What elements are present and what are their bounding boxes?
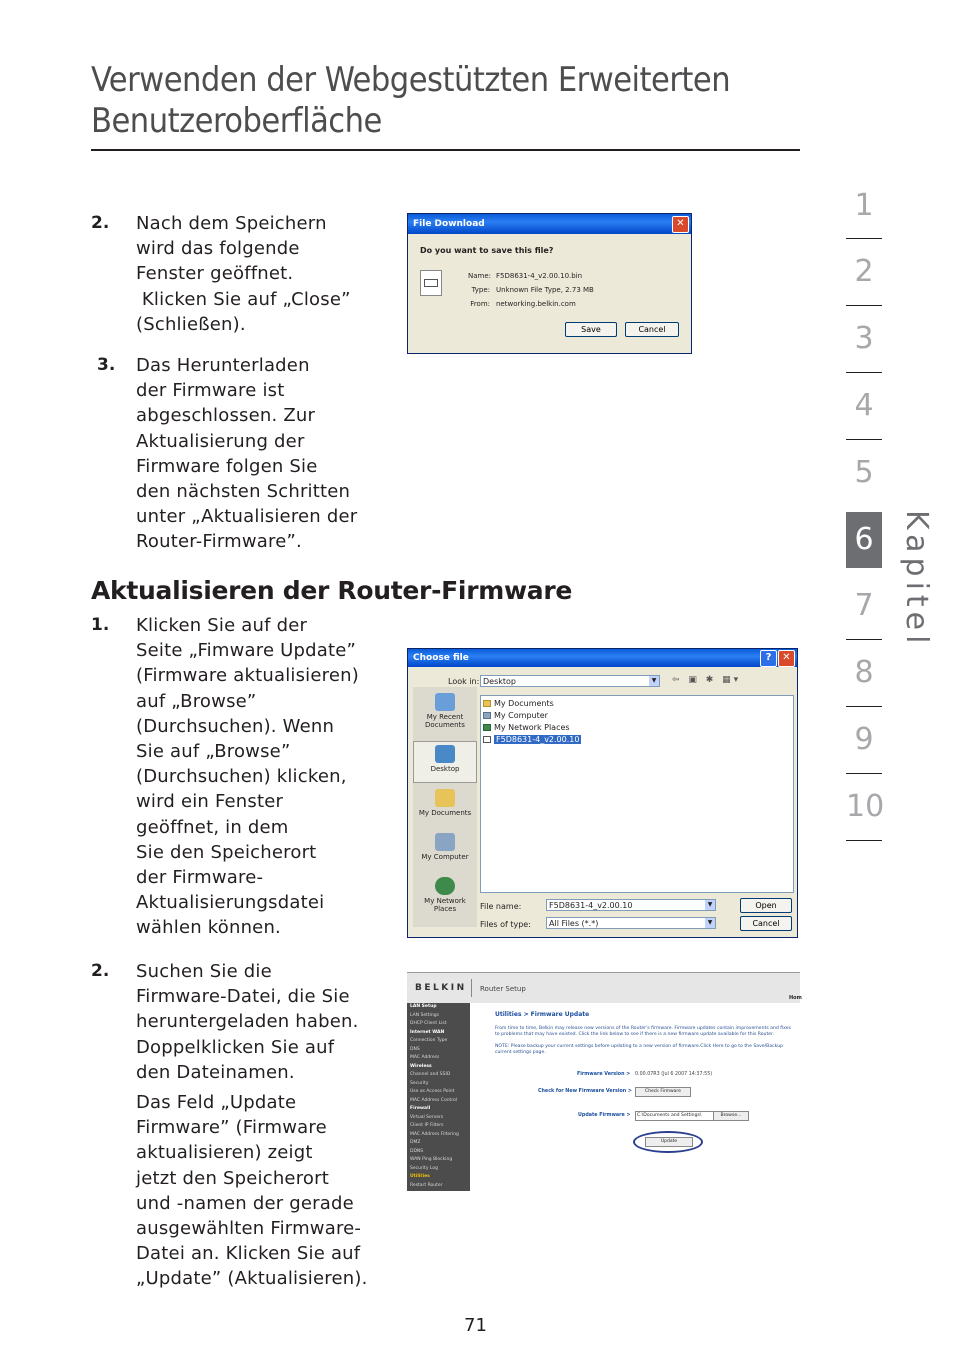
dialog-titlebar (408, 649, 797, 667)
step-line: unter „Aktualisieren der (136, 506, 358, 528)
step-line: (Durchsuchen) klicken, (136, 766, 347, 788)
place-label: My Documents (418, 809, 472, 817)
dialog-title: Choose file (413, 653, 469, 663)
step-text (136, 211, 388, 337)
chapter-divider (846, 372, 882, 373)
computer-icon (483, 712, 491, 719)
chevron-down-icon: ▼ (649, 676, 659, 686)
network-icon (483, 724, 491, 731)
fw-version-value: 0.00.07R3 (Jul 6 2007 14:37:55) (635, 1072, 713, 1077)
step-number: 2. (91, 213, 110, 233)
step-line: „Update” (Aktualisieren). (136, 1268, 368, 1290)
section-heading: Aktualisieren der Router-Firmware (91, 576, 573, 605)
list-item-selected[interactable] (483, 734, 581, 745)
from-label: From: (470, 300, 490, 308)
router-intro: From time to time, Belkin may release new versions of the Router's firmware. Firmware updates contain improvements and fixes to problems that may have existed. Click the link below to see if there is a new firmware update available for this Router. (495, 1026, 791, 1037)
step-line: wählen können. (136, 917, 281, 939)
chapter-9[interactable]: 9 (854, 722, 874, 757)
step-line: abgeschlossen. Zur (136, 405, 316, 427)
kapitel-text: Kapitel (899, 510, 934, 649)
toolbar-icons[interactable]: ⇦ ▣ ✱ ▦▾ (672, 675, 742, 685)
sidebar-item[interactable]: Channel and SSID (410, 1072, 451, 1077)
file-name-label: File name: (480, 902, 522, 911)
step-line: auf „Browse” (136, 690, 257, 712)
file-icon (483, 736, 491, 743)
sidebar-item[interactable]: Virtual Servers (410, 1114, 444, 1120)
router-setup-screenshot (407, 972, 800, 1191)
sidebar-item[interactable]: WAN Ping Blocking (410, 1157, 453, 1162)
file-info-values (496, 269, 594, 311)
sidebar-item[interactable]: DMZ (410, 1140, 421, 1145)
step-line: Nach dem Speichern (136, 213, 327, 234)
step-text (136, 353, 388, 555)
update-fw-label: Update Firmware > (578, 1113, 631, 1118)
step-line: Doppelklicken Sie auf (136, 1036, 335, 1058)
look-in-value: Desktop (483, 677, 516, 686)
save-button[interactable]: Save (565, 322, 617, 337)
list-item-label: My Network Places (494, 723, 570, 732)
step-line: Firmware folgen Sie (136, 455, 318, 477)
belkin-logo: BELKIN (415, 983, 467, 993)
step-line: Sie den Speicherort (136, 841, 317, 863)
step-line: aktualisieren) zeigt (136, 1142, 313, 1164)
step-line: den nächsten Schritten (136, 481, 351, 503)
my-documents-icon (435, 789, 455, 807)
chapter-5[interactable]: 5 (854, 455, 874, 490)
sidebar-item-utilities-active[interactable]: Utilities (410, 1174, 430, 1179)
sidebar-item[interactable]: MAC Address Control (410, 1097, 458, 1103)
step-line: heruntergeladen haben. (136, 1011, 359, 1033)
file-name-value: F5D8631-4_v2.00.10 (549, 901, 633, 910)
list-item[interactable] (483, 698, 554, 709)
step-number: 3. (97, 355, 116, 375)
step-line: Das Herunterladen (136, 355, 310, 376)
step-line: (Firmware aktualisieren) (136, 665, 359, 687)
list-item-label: My Documents (494, 699, 554, 708)
sidebar-heading: Firewall (410, 1106, 431, 1111)
close-icon[interactable]: ✕ (672, 216, 689, 233)
sidebar-item[interactable]: Restart Router (410, 1182, 443, 1188)
desktop-icon (435, 745, 455, 763)
page-title (91, 60, 811, 142)
step-line: jetzt den Speicherort (136, 1167, 329, 1189)
step-line: Seite „Fimware Update” (136, 640, 357, 662)
chapter-divider (846, 639, 882, 640)
look-in-select[interactable] (480, 675, 660, 687)
close-icon[interactable]: ✕ (778, 650, 795, 667)
header-divider (471, 979, 472, 997)
dialog-titlebar (408, 214, 691, 234)
step-text (136, 1090, 388, 1292)
chapter-6-active[interactable]: 6 (846, 512, 882, 568)
step-number: 1. (91, 615, 110, 635)
place-label: My Computer (421, 853, 469, 861)
step-number: 2. (91, 961, 110, 981)
network-places-icon (435, 877, 455, 895)
sidebar-heading: LAN Setup (410, 1004, 437, 1009)
router-setup-title: Router Setup (480, 985, 526, 993)
name-label: Name: (468, 272, 492, 280)
check-firmware-button[interactable]: Check Firmware (635, 1087, 691, 1097)
title-divider (91, 149, 800, 151)
step-line: Klicken Sie auf „Close” (136, 288, 351, 310)
sidebar-item[interactable]: MAC Address Filtering (410, 1131, 459, 1137)
page-title-line-2: Benutzeroberfläche (91, 101, 382, 141)
chapter-8[interactable]: 8 (854, 655, 874, 690)
place-recent[interactable] (413, 693, 477, 729)
step-line: den Dateinamen. (136, 1061, 295, 1083)
sidebar-item[interactable]: LAN Settings (410, 1012, 439, 1018)
sidebar-item[interactable]: DHCP Client List (410, 1021, 447, 1026)
file-type-label: Files of type: (480, 920, 531, 929)
router-header (407, 973, 800, 1003)
dialog-question: Do you want to save this file? (420, 246, 554, 255)
place-my-computer[interactable] (413, 833, 477, 861)
step-line: Das Feld „Update (136, 1092, 297, 1113)
chapter-2[interactable]: 2 (854, 254, 874, 289)
dialog-title: File Download (413, 219, 485, 229)
cancel-button[interactable]: Cancel (740, 916, 792, 931)
step-line: Klicken Sie auf der (136, 615, 308, 636)
step-line: Datei an. Klicken Sie auf (136, 1243, 361, 1265)
step-text (136, 959, 388, 1085)
type-label: Type: (471, 286, 490, 294)
sidebar-item[interactable]: Connection Type (410, 1038, 448, 1043)
place-desktop[interactable] (413, 741, 477, 783)
chapter-10[interactable]: 10 (846, 789, 885, 824)
sidebar-item[interactable]: Security (410, 1080, 429, 1086)
open-button[interactable]: Open (740, 898, 792, 913)
sidebar-item[interactable]: Use as Access Point (410, 1089, 455, 1094)
file-list (480, 695, 794, 893)
file-type-select[interactable] (546, 917, 716, 929)
step-line: geöffnet, in dem (136, 816, 289, 838)
page-number: 71 (464, 1315, 487, 1336)
router-note: NOTE: Please backup your current settings before updating to a new version of firmware.Click Here to go to the Save/Backup current settings page. (495, 1044, 784, 1055)
file-from-value: networking.belkin.com (496, 300, 576, 308)
file-icon (420, 270, 442, 296)
chapter-7[interactable]: 7 (854, 588, 874, 623)
my-computer-icon (435, 833, 455, 851)
check-fw-label: Check for New Firmware Version > (538, 1089, 632, 1094)
router-sidebar (407, 1003, 470, 1191)
step-line: (Schließen). (136, 313, 246, 335)
step-text (136, 613, 388, 941)
list-item-label: My Computer (494, 711, 548, 720)
chapter-divider (846, 840, 882, 841)
step-line: wird ein Fenster (136, 791, 284, 813)
fw-version-label: Firmware Version > (577, 1072, 631, 1077)
sidebar-item[interactable]: MAC Address (410, 1055, 440, 1060)
step-line: Firmware” (Firmware (136, 1117, 327, 1139)
chapter-1[interactable]: 1 (854, 188, 874, 223)
chapter-divider (846, 305, 882, 306)
update-button[interactable]: Update (645, 1137, 693, 1147)
list-item[interactable] (483, 722, 570, 733)
browse-button[interactable]: Browse... (713, 1111, 749, 1121)
file-download-dialog (407, 213, 692, 354)
step-line: Suchen Sie die (136, 961, 272, 982)
chapter-4[interactable]: 4 (854, 388, 874, 423)
sidebar-heading: Wireless (410, 1063, 432, 1069)
step-line: Router-Firmware”. (136, 531, 302, 553)
chapter-3[interactable]: 3 (854, 321, 874, 356)
file-name-value: F5D8631-4_v2.00.10.bin (496, 272, 583, 280)
chapter-divider (846, 706, 882, 707)
file-type-value: Unknown File Type, 2.73 MB (496, 286, 594, 294)
chapter-divider (846, 238, 882, 239)
sidebar-item[interactable]: Client IP Filters (410, 1123, 444, 1128)
step-line: ausgewählten Firmware- (136, 1218, 362, 1240)
sidebar-heading: Internet WAN (410, 1029, 445, 1035)
choose-file-dialog (407, 648, 798, 938)
chapter-divider (846, 439, 882, 440)
chevron-down-icon: ▼ (705, 918, 715, 928)
place-label: My Network Places (424, 897, 466, 913)
update-firmware-input[interactable]: C:\Documents and Settings\ (635, 1111, 714, 1121)
step-line: Firmware-Datei, die Sie (136, 986, 350, 1008)
list-item[interactable] (483, 710, 548, 721)
step-line: Fenster geöffnet. (136, 263, 294, 285)
recent-documents-icon (435, 693, 455, 711)
step-line: und -namen der gerade (136, 1192, 354, 1214)
place-label: My Recent Documents (425, 713, 465, 729)
sidebar-item[interactable]: DNS (410, 1046, 420, 1052)
place-network[interactable] (413, 877, 477, 913)
step-line: der Firmware- (136, 867, 264, 889)
file-type-value: All Files (*.*) (549, 919, 599, 928)
step-line: wird das folgende (136, 238, 300, 260)
folder-icon (483, 700, 491, 707)
help-icon[interactable]: ? (760, 650, 777, 667)
router-breadcrumb: Utilities > Firmware Update (495, 1011, 590, 1018)
file-info-labels (468, 269, 490, 311)
step-line: Sie auf „Browse” (136, 741, 291, 763)
sidebar-item[interactable]: DDNS (410, 1148, 424, 1154)
place-my-documents[interactable] (413, 789, 477, 817)
step-line: der Firmware ist (136, 380, 285, 402)
sidebar-item[interactable]: Security Log (410, 1165, 438, 1171)
cancel-button[interactable]: Cancel (625, 322, 679, 337)
router-main (495, 1011, 795, 1056)
chevron-down-icon: ▼ (705, 900, 715, 910)
place-label: Desktop (430, 765, 460, 773)
page-title-line-1: Verwenden der Webgestützten Erweiterten (91, 60, 731, 100)
step-line: Aktualisierungsdatei (136, 892, 325, 914)
home-link[interactable]: Hom (789, 995, 802, 1001)
places-bar (413, 687, 477, 927)
file-name-input[interactable] (546, 899, 716, 911)
list-item-label: F5D8631-4_v2.00.10 (496, 735, 580, 744)
kapitel-label (898, 510, 938, 649)
step-line: Aktualisierung der (136, 430, 305, 452)
chapter-divider (846, 773, 882, 774)
look-in-label: Look in: (448, 677, 480, 686)
step-line: (Durchsuchen). Wenn (136, 715, 335, 737)
